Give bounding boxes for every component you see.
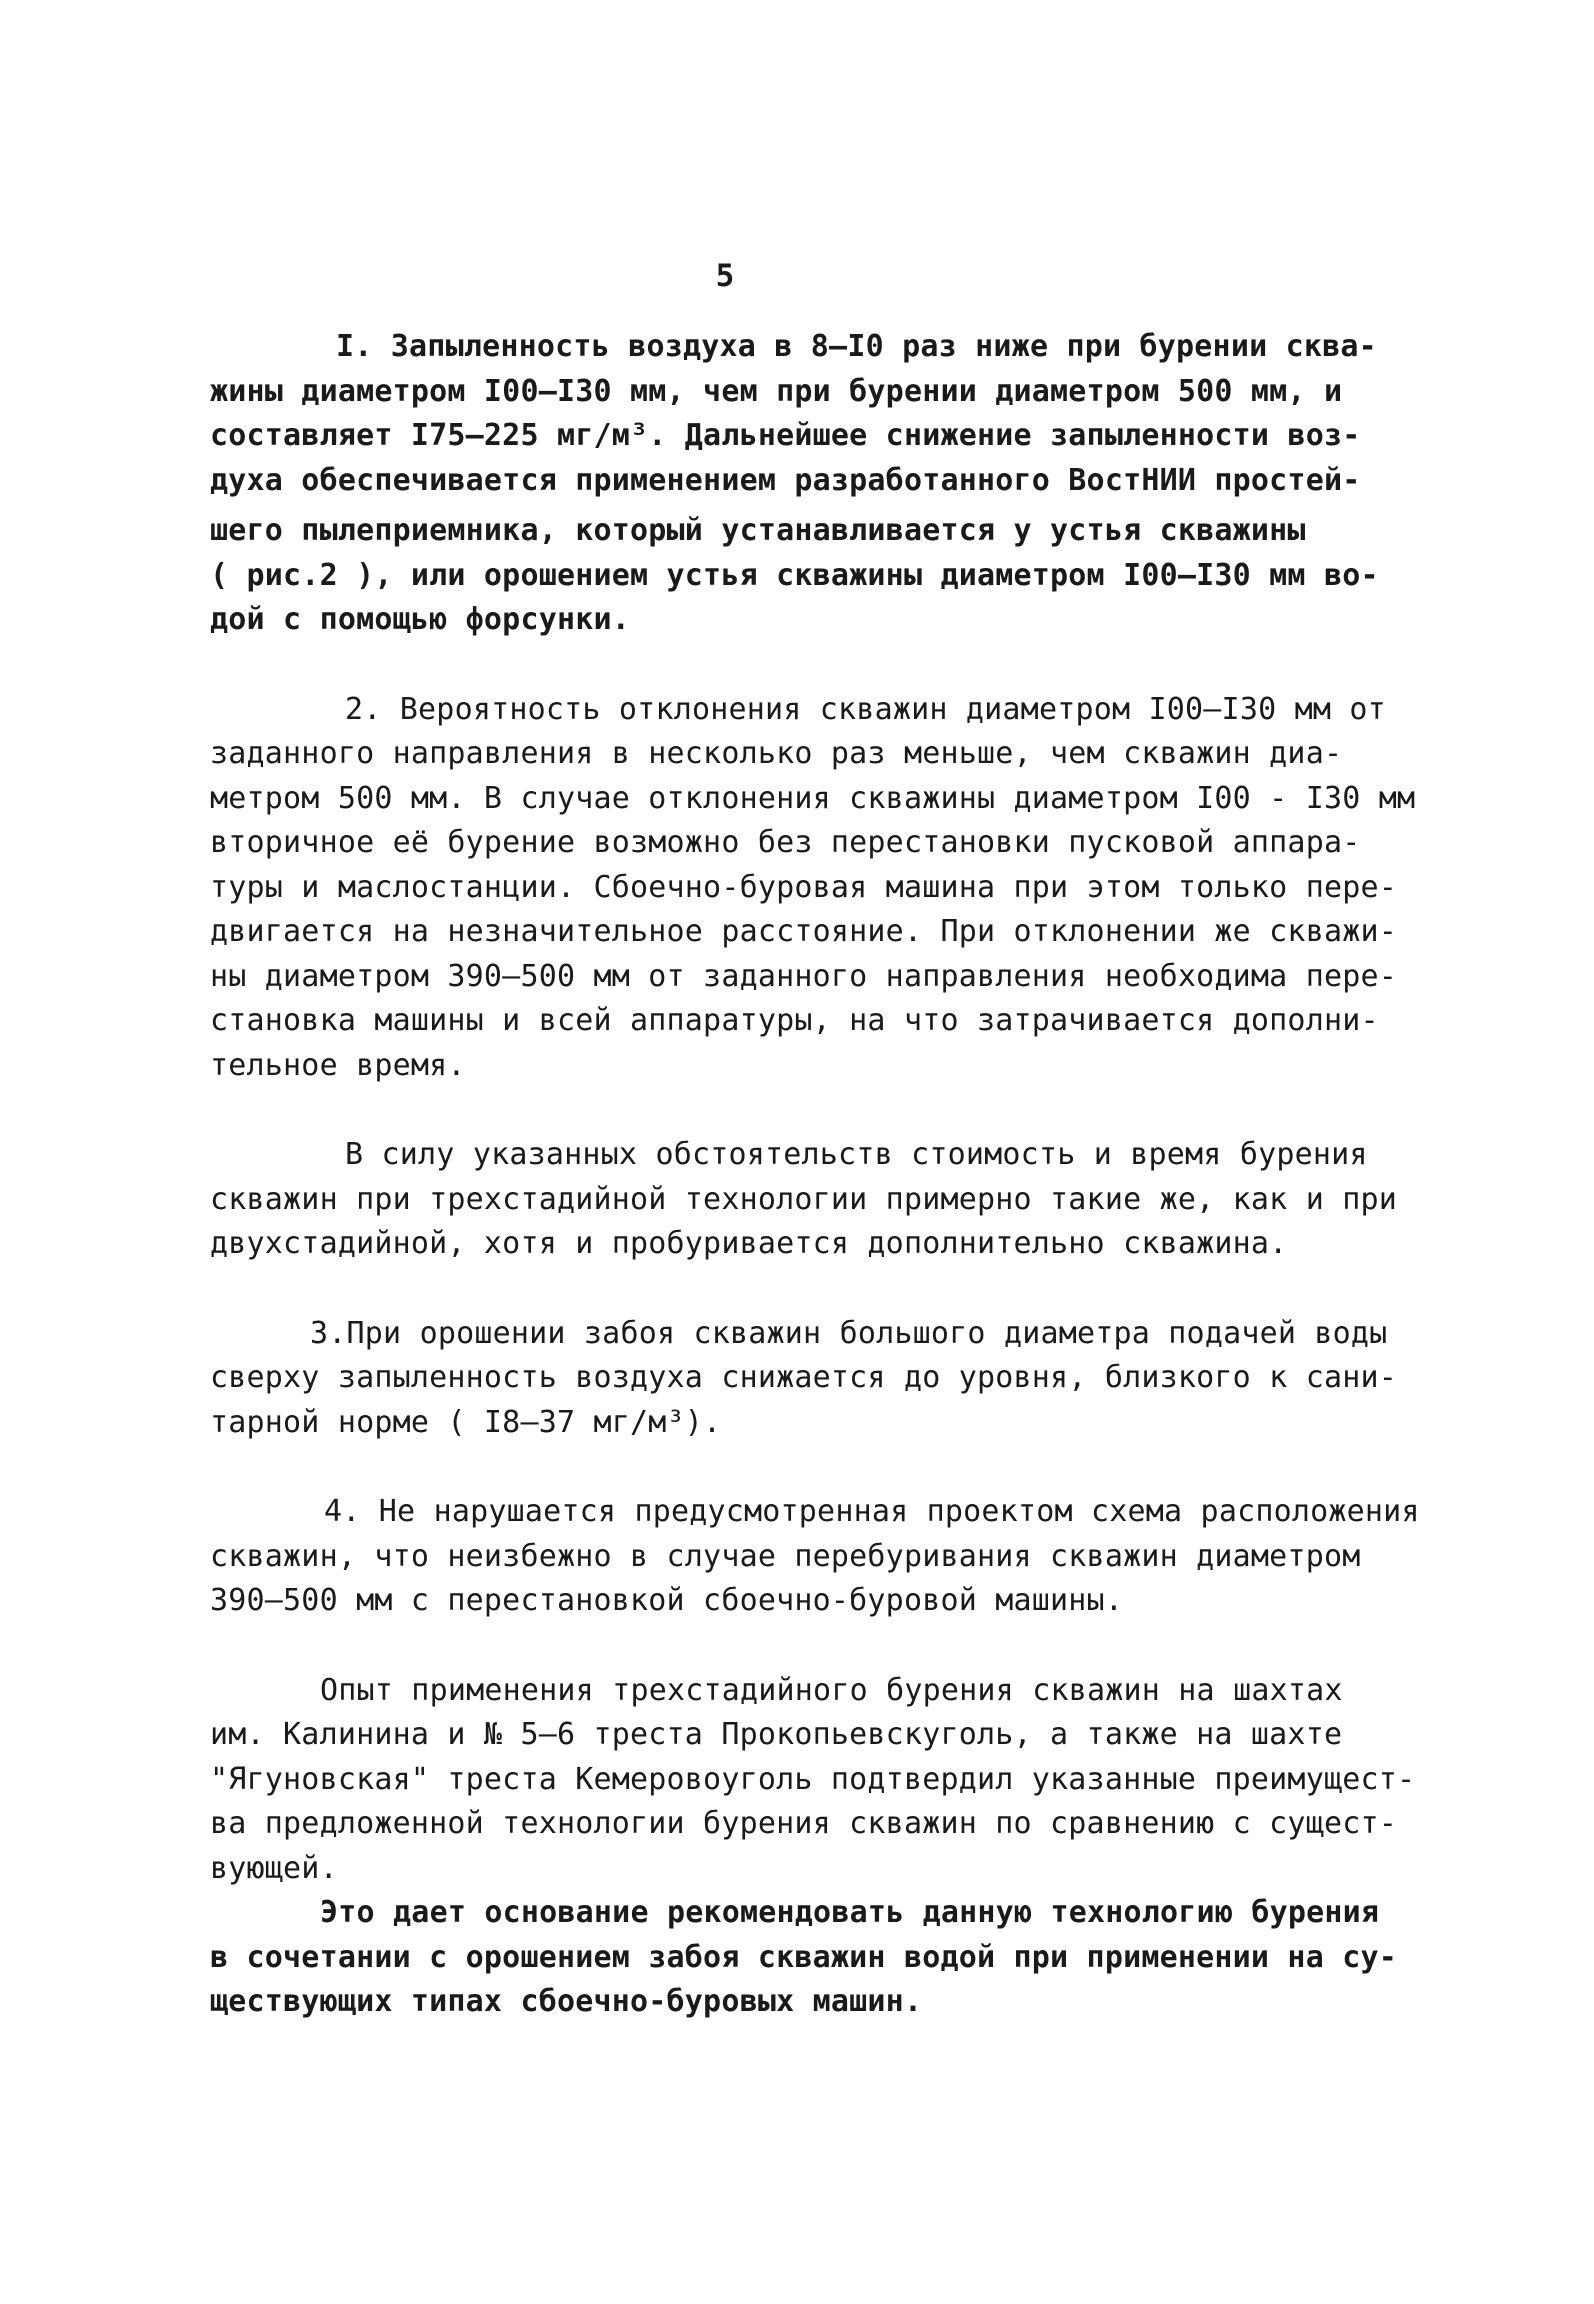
text-line: становка машины и всей аппаратуры, на что затрачивается дополни- bbox=[210, 1003, 1379, 1038]
text-line: 4. Не нарушается предусмотренная проектом схема расположения bbox=[324, 1494, 1420, 1529]
paragraph-7 bbox=[210, 1891, 1450, 2025]
text-line: вторичное её бурение возможно без перестановки пусковой аппара- bbox=[210, 825, 1361, 860]
text-line: I. Запыленность воздуха в 8–I0 раз ниже при бурении сква- bbox=[336, 329, 1377, 364]
text-line: скважин при трехстадийной технологии примерно такие же, как и при bbox=[210, 1181, 1397, 1217]
text-line: в сочетании с орошением забоя скважин водой при применении на су- bbox=[210, 1939, 1397, 1975]
paragraph-5 bbox=[210, 1490, 1450, 1624]
paragraph-2 bbox=[210, 688, 1450, 1089]
text-line: ны диаметром 390–500 мм от заданного направления необходима пере- bbox=[210, 958, 1397, 994]
paragraph-4 bbox=[210, 1312, 1450, 1446]
paragraph-6 bbox=[210, 1669, 1450, 1892]
text-line: ва предложенной технологии бурения скважин по сравнению с сущест- bbox=[210, 1806, 1397, 1841]
text-line: жины диаметром I00–I30 мм, чем при бурении диаметром 500 мм, и bbox=[210, 373, 1343, 409]
text-line: составляет I75–225 мг/м³. Дальнейшее снижение запыленности воз- bbox=[210, 418, 1361, 453]
text-line: шего пылеприемника, который устанавливается у устья скважины bbox=[210, 513, 1306, 548]
text-line: тельное время. bbox=[210, 1047, 466, 1083]
paragraph-1 bbox=[210, 325, 1450, 643]
text-line: тарной норме ( I8–37 мг/м³). bbox=[210, 1404, 722, 1440]
text-line: двухстадийной, хотя и пробуривается дополнительно скважина. bbox=[210, 1226, 1288, 1261]
text-line: сверху запыленность воздуха снижается до уровня, близкого к сани- bbox=[210, 1360, 1397, 1395]
text-line: В силу указанных обстоятельств стоимость и время бурения bbox=[345, 1137, 1368, 1172]
text-line: 3.При орошении забоя скважин большого диаметра подачей воды bbox=[310, 1315, 1388, 1351]
text-line: туры и маслостанции. Сбоечно-буровая машина при этом только пере- bbox=[210, 869, 1397, 905]
text-line: Это дает основание рекомендовать данную технологию бурения bbox=[320, 1895, 1380, 1930]
text-line: духа обеспечивается применением разработанного ВостНИИ простей- bbox=[210, 462, 1361, 498]
text-line: 2. Вероятность отклонения скважин диаметром I00–I30 мм от bbox=[345, 691, 1386, 727]
text-line: 390–500 мм с перестановкой сбоечно-буровой машины. bbox=[210, 1583, 1124, 1618]
text-line: двигается на незначительное расстояние. При отклонении же скважи- bbox=[210, 914, 1397, 949]
text-line: ществующих типах сбоечно-буровых машин. bbox=[210, 1984, 923, 2019]
text-line: ( рис.2 ), или орошением устья скважины диаметром I00–I30 мм во- bbox=[210, 557, 1379, 593]
text-line: заданного направления в несколько раз меньше, чем скважин диа- bbox=[210, 736, 1343, 771]
text-line: "Ягуновская" треста Кемеровоуголь подтвердил указанные преимущест- bbox=[210, 1761, 1416, 1797]
text-line: дой с помощью форсунки. bbox=[210, 602, 631, 637]
text-line: метром 500 мм. В случае отклонения скважины диаметром I00 - I30 мм bbox=[210, 780, 1416, 816]
page-number: 5 bbox=[715, 258, 735, 294]
paragraph-3 bbox=[210, 1133, 1450, 1267]
text-line: им. Калинина и № 5–6 треста Прокопьевскуголь, а также на шахте bbox=[210, 1717, 1343, 1752]
text-line: Опыт применения трехстадийного бурения скважин на шахтах bbox=[320, 1672, 1343, 1708]
text-line: вующей. bbox=[210, 1850, 338, 1886]
text-line: скважин, что неизбежно в случае перебуривания скважин диаметром bbox=[210, 1538, 1361, 1574]
body-text bbox=[210, 325, 1450, 2070]
